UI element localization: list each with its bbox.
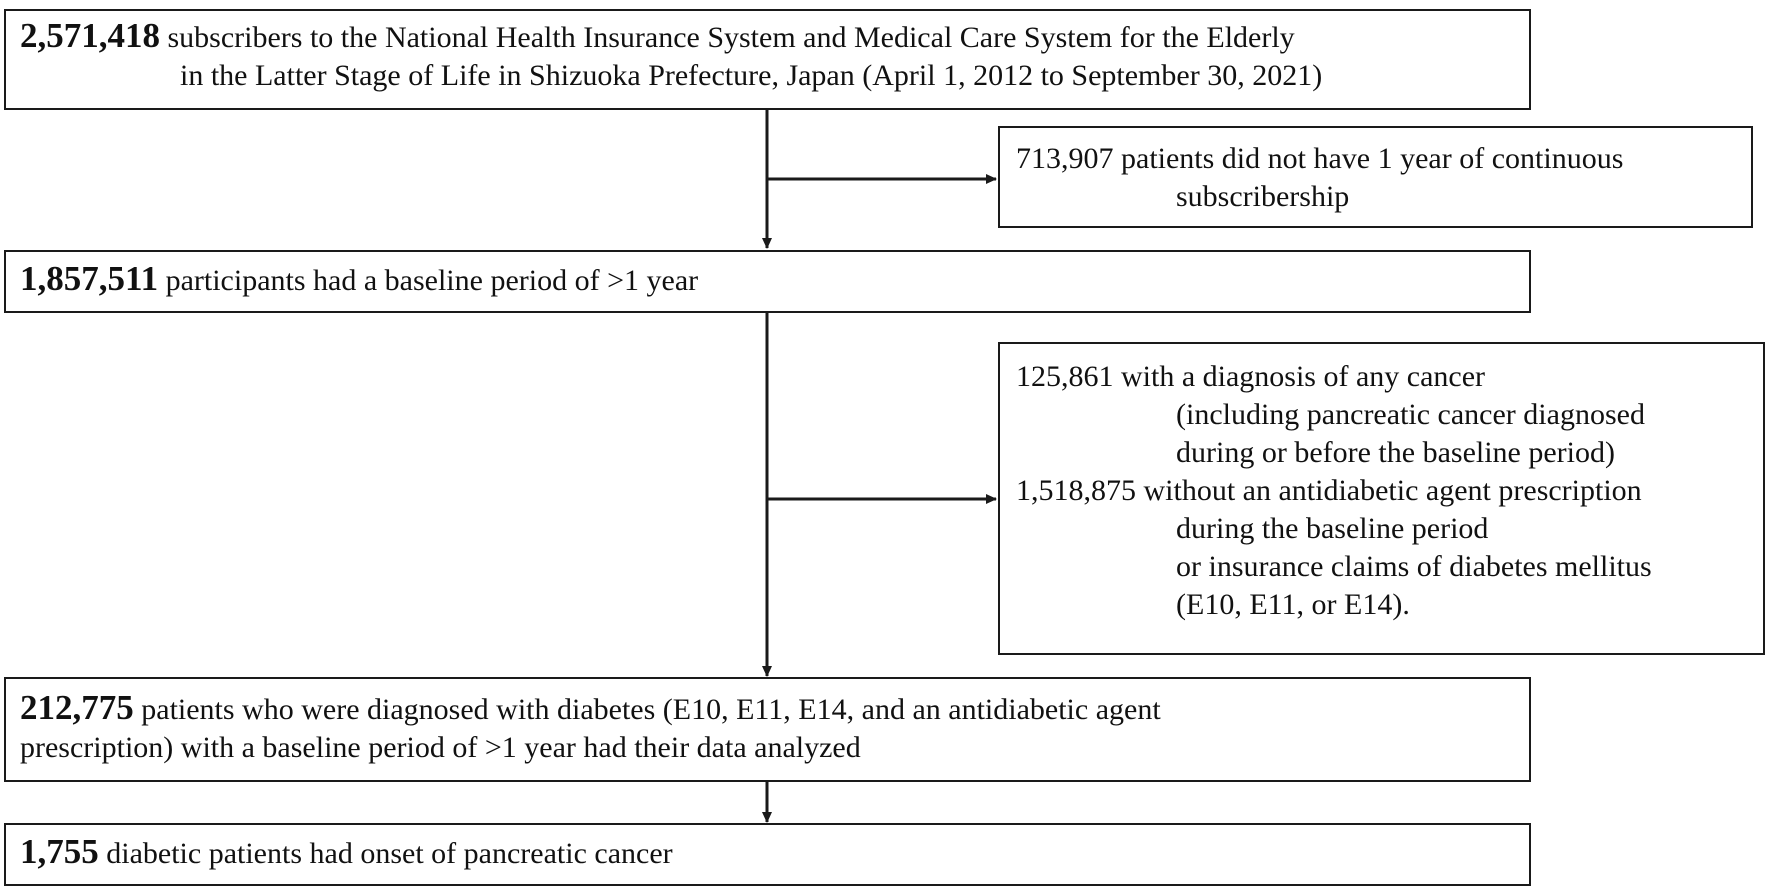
exclusion-2-box [998, 342, 1765, 655]
outcome-count: 1,755 [20, 832, 99, 871]
outcome-line [20, 833, 1515, 873]
total-line-2: in the Latter Stage of Life in Shizuoka Prefecture, Japan (April 1, 2012 to September 30, 2021) [180, 59, 1323, 92]
baseline-participants-box [4, 250, 1531, 313]
exclusion-2-line-6: or insurance claims of diabetes mellitus [1176, 550, 1652, 583]
diabetes-line-2: prescription) with a baseline period of >1 year had their data analyzed [20, 731, 861, 764]
diabetes-patients-box [4, 677, 1531, 782]
exclusion-1-line-1: 713,907 patients did not have 1 year of continuous [1016, 142, 1624, 175]
total-count: 2,571,418 [20, 16, 160, 55]
baseline-text: participants had a baseline period of >1 year [165, 264, 699, 297]
exclusion-2-line-2: (including pancreatic cancer diagnosed [1176, 398, 1645, 431]
diabetes-count: 212,775 [20, 688, 134, 727]
total-subscribers-box [4, 9, 1531, 110]
exclusion-1-box [998, 126, 1753, 228]
baseline-line [20, 260, 1515, 300]
pancreatic-cancer-outcome-box [4, 823, 1531, 886]
exclusion-2-line-4: 1,518,875 without an antidiabetic agent prescription [1016, 474, 1642, 507]
outcome-text: diabetic patients had onset of pancreatic cancer [106, 837, 673, 870]
exclusion-2-line-5: during the baseline period [1176, 512, 1489, 545]
baseline-count: 1,857,511 [20, 259, 159, 298]
diabetes-line-1 [20, 689, 1515, 729]
exclusion-2-line-3: during or before the baseline period) [1176, 436, 1615, 469]
diabetes-text-1: patients who were diagnosed with diabetes (E10, E11, E14, and an antidiabetic agent [141, 693, 1161, 726]
total-text-1: subscribers to the National Health Insurance System and Medical Care System for the Elderly [167, 21, 1295, 54]
total-line-1 [20, 17, 1515, 57]
exclusion-2-line-7: (E10, E11, or E14). [1176, 588, 1410, 621]
exclusion-2-line-1: 125,861 with a diagnosis of any cancer [1016, 360, 1486, 393]
exclusion-1-line-2: subscribership [1176, 180, 1350, 213]
